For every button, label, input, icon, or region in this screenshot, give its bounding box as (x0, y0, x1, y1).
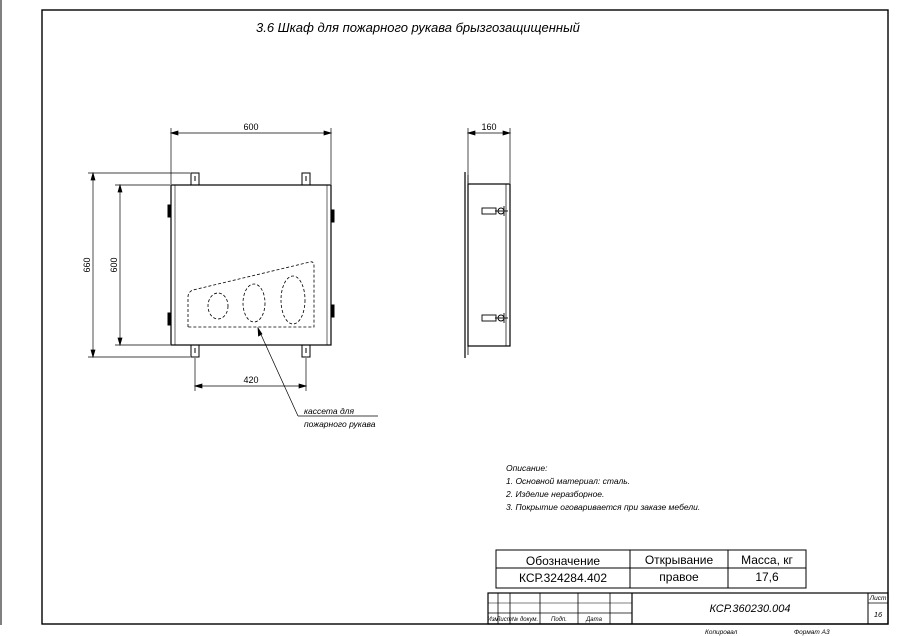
cassette-callout-line1: кассета для (304, 406, 354, 416)
tb-designation: КСР.360230.004 (709, 603, 791, 615)
hose-cassette (188, 262, 314, 327)
dim-width-front (171, 128, 331, 184)
cassette-callout-leader (258, 328, 378, 416)
dim-height-inner-label: 600 (109, 257, 119, 273)
tb-label-docnum: № докум. (511, 617, 539, 623)
tb-sheet-number: 16 (873, 610, 883, 619)
spec-cell-designation: КСР.324284.402 (519, 571, 607, 585)
notes-item-2: 2. Изделие неразборное. (506, 489, 605, 499)
spec-cell-opening: правое (659, 570, 699, 584)
spec-header-opening: Открывание (644, 553, 714, 567)
side-hinge-bottom (482, 313, 508, 323)
mount-bracket-bottom-right (302, 345, 310, 357)
side-hinge-top (482, 206, 508, 216)
drawing-title: 3.6 Шкаф для пожарного рукава брызгозащищенный (256, 20, 580, 35)
mount-bracket-bottom-left (191, 345, 199, 357)
notes-heading: Описание: (506, 463, 548, 473)
cassette-callout-line2: пожарного рукава (304, 419, 376, 429)
tb-sheet-label: Лист (869, 595, 887, 602)
dim-depth-side-label: 160 (481, 122, 497, 132)
tb-copied-label: Копировал (705, 629, 738, 636)
spec-cell-mass: 17,6 (755, 570, 779, 584)
title-block (488, 593, 888, 624)
dim-width-front-label: 600 (243, 122, 259, 132)
tb-label-date: Дата (586, 617, 602, 623)
tb-format-label: Формат А3 (794, 629, 830, 636)
dim-depth-side (468, 128, 510, 183)
dim-height-outer-label: 660 (82, 257, 92, 273)
mount-bracket-top-right (302, 173, 310, 185)
tb-label-list: Лист (496, 617, 512, 623)
hinge-right-bottom (331, 305, 334, 317)
hinge-right-top (331, 210, 334, 222)
hinge-left-top (168, 205, 171, 217)
spec-header-mass: Масса, кг (741, 553, 793, 567)
hinge-left-bottom (168, 313, 171, 325)
mount-bracket-top-left (191, 173, 199, 185)
dim-height-inner (115, 185, 170, 345)
spec-header-designation: Обозначение (525, 554, 601, 568)
notes-item-3: 3. Покрытие оговаривается при заказе мебели. (506, 502, 701, 512)
tb-label-sign: Подп. (551, 617, 567, 623)
tb-label-izm: Изм (487, 617, 499, 623)
notes-item-1: 1. Основной материал: сталь. (506, 476, 631, 486)
dim-bottom-label: 420 (243, 375, 259, 385)
front-view (88, 128, 378, 416)
side-view (465, 128, 510, 358)
